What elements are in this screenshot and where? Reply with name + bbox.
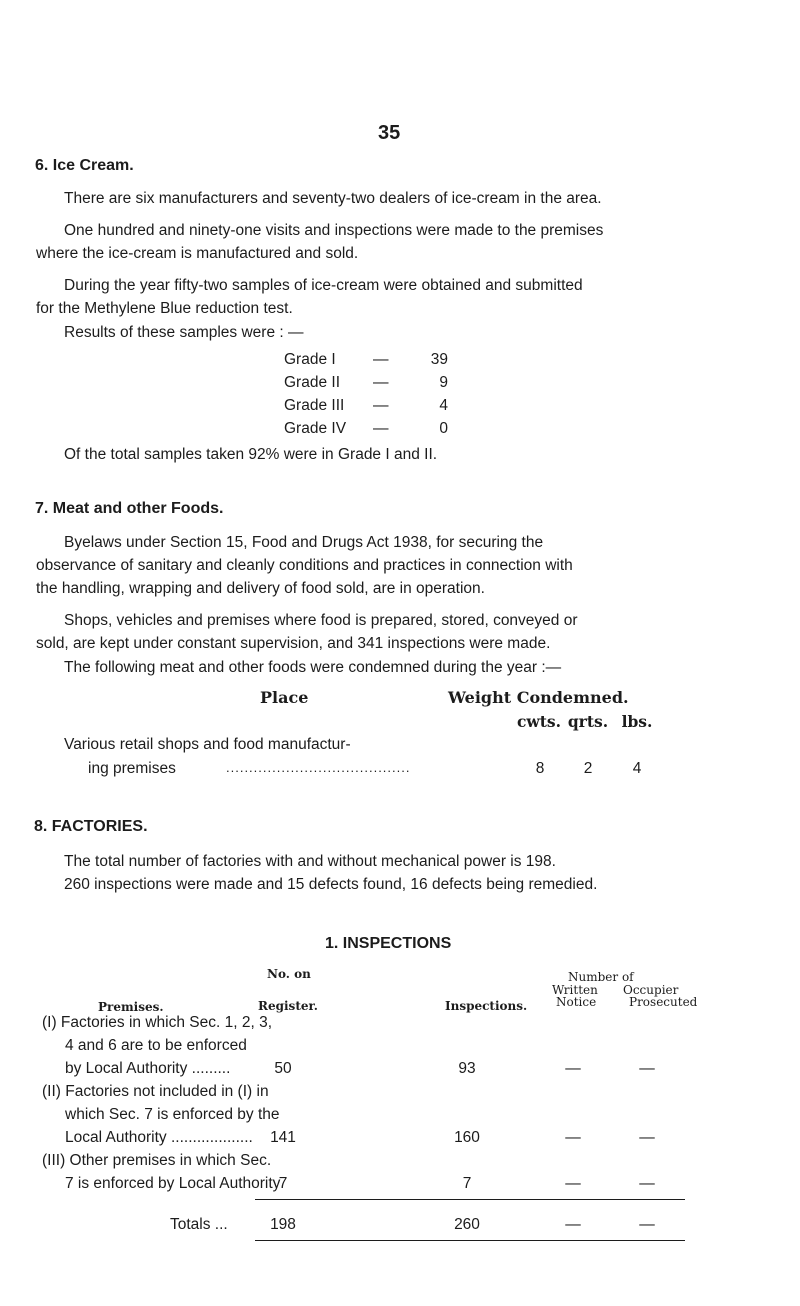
grade-dash: — <box>373 397 389 414</box>
premises-line-1: (II) Factories not included in (I) in <box>42 1083 269 1100</box>
premises-line-1: (I) Factories in which Sec. 1, 2, 3, <box>42 1014 273 1031</box>
occupier-prosecuted-count: — <box>639 1060 655 1077</box>
written-notice-count: — <box>565 1060 581 1077</box>
grade-dash: — <box>373 420 389 437</box>
premises-line-3: Local Authority ................... <box>65 1129 253 1146</box>
meat-paragraph-3: The following meat and other foods were condemned during the year :— <box>64 659 562 676</box>
grade-label: Grade IV <box>284 420 347 437</box>
unit-cwts: cwts. <box>516 712 562 731</box>
ice-cream-paragraph-2-line-2: where the ice-cream is manufactured and sold. <box>36 245 359 262</box>
register-count: 7 <box>278 1175 288 1192</box>
premises-line-3: by Local Authority ......... <box>65 1060 231 1077</box>
grade-value: 4 <box>439 397 448 414</box>
results-intro: Results of these samples were : — <box>64 324 304 341</box>
condemned-qrts-value: 2 <box>583 760 593 777</box>
header-occupier: Occupier <box>623 983 679 997</box>
totals-top-rule <box>255 1199 685 1200</box>
premises-line-2: which Sec. 7 is enforced by the <box>65 1106 280 1123</box>
ice-cream-paragraph-3-line-2: for the Methylene Blue reduction test. <box>36 300 293 317</box>
section-heading-factories: 8. FACTORIES. <box>34 818 148 835</box>
meat-paragraph-1-line-2: observance of sanitary and cleanly conditions and practices in connection with <box>36 557 573 574</box>
totals-written-notice: — <box>565 1216 581 1233</box>
totals-bottom-rule <box>255 1240 685 1241</box>
unit-lbs: lbs. <box>621 712 653 731</box>
grade-label: Grade III <box>284 397 345 414</box>
grade-label: Grade I <box>284 351 336 368</box>
factories-paragraph-1: The total number of factories with and without mechanical power is 198. <box>64 853 556 870</box>
factories-paragraph-2: 260 inspections were made and 15 defects found, 16 defects being remedied. <box>64 876 598 893</box>
premises-line-1: (III) Other premises in which Sec. <box>42 1152 272 1169</box>
table-title-inspections: 1. INSPECTIONS <box>325 935 452 952</box>
header-written: Written <box>552 983 598 997</box>
occupier-prosecuted-count: — <box>639 1175 655 1192</box>
totals-occupier-prosecuted: — <box>639 1216 655 1233</box>
column-header-weight-condemned: Weight Condemned. <box>448 688 629 707</box>
header-no-on: No. on <box>267 967 311 981</box>
meat-paragraph-2-line-1: Shops, vehicles and premises where food is prepared, stored, conveyed or <box>64 612 578 629</box>
header-premises: Premises. <box>98 1000 164 1014</box>
grade-value: 0 <box>439 420 448 437</box>
grade-value: 39 <box>430 351 448 368</box>
section-heading-ice-cream: 6. Ice Cream. <box>35 157 134 174</box>
totals-label: Totals ... <box>170 1216 228 1233</box>
inspections-count: 93 <box>458 1060 476 1077</box>
condemned-place-line-1: Various retail shops and food manufactur- <box>64 736 351 753</box>
dot-leader: ........................................ <box>226 760 411 775</box>
ice-cream-paragraph-3-line-1: During the year fifty-two samples of ice-cream were obtained and submitted <box>64 277 583 294</box>
register-count: 141 <box>270 1129 296 1146</box>
header-number-of: Number of <box>568 970 634 984</box>
totals-inspections: 260 <box>454 1216 480 1233</box>
premises-line-2: 7 is enforced by Local Authority <box>65 1175 281 1192</box>
section-heading-meat: 7. Meat and other Foods. <box>35 500 224 517</box>
inspections-count: 160 <box>454 1129 480 1146</box>
written-notice-count: — <box>565 1175 581 1192</box>
ice-cream-paragraph-1: There are six manufacturers and seventy-two dealers of ice-cream in the area. <box>64 190 602 207</box>
condemned-lbs-value: 4 <box>632 760 642 777</box>
condemned-place-line-2: ing premises <box>88 760 176 777</box>
header-prosecuted: Prosecuted <box>629 995 698 1009</box>
unit-qrts: qrts. <box>567 712 609 731</box>
grade-dash: — <box>373 351 389 368</box>
column-header-place: Place <box>260 688 309 707</box>
condemned-cwts-value: 8 <box>535 760 545 777</box>
ice-cream-paragraph-2-line-1: One hundred and ninety-one visits and inspections were made to the premises <box>64 222 604 239</box>
premises-line-2: 4 and 6 are to be enforced <box>65 1037 247 1054</box>
grade-dash: — <box>373 374 389 391</box>
totals-register: 198 <box>270 1216 296 1233</box>
header-register: Register. <box>258 999 318 1013</box>
page-number: 35 <box>378 122 401 144</box>
meat-paragraph-1-line-1: Byelaws under Section 15, Food and Drugs Act 1938, for securing the <box>64 534 544 551</box>
ice-cream-summary: Of the total samples taken 92% were in Grade I and II. <box>64 446 438 463</box>
header-inspections: Inspections. <box>445 999 528 1013</box>
meat-paragraph-2-line-2: sold, are kept under constant supervision, and 341 inspections were made. <box>36 635 551 652</box>
occupier-prosecuted-count: — <box>639 1129 655 1146</box>
register-count: 50 <box>274 1060 292 1077</box>
inspections-count: 7 <box>462 1175 472 1192</box>
written-notice-count: — <box>565 1129 581 1146</box>
header-notice: Notice <box>556 995 597 1009</box>
grade-value: 9 <box>439 374 448 391</box>
meat-paragraph-1-line-3: the handling, wrapping and delivery of food sold, are in operation. <box>36 580 485 597</box>
grade-label: Grade II <box>284 374 340 391</box>
